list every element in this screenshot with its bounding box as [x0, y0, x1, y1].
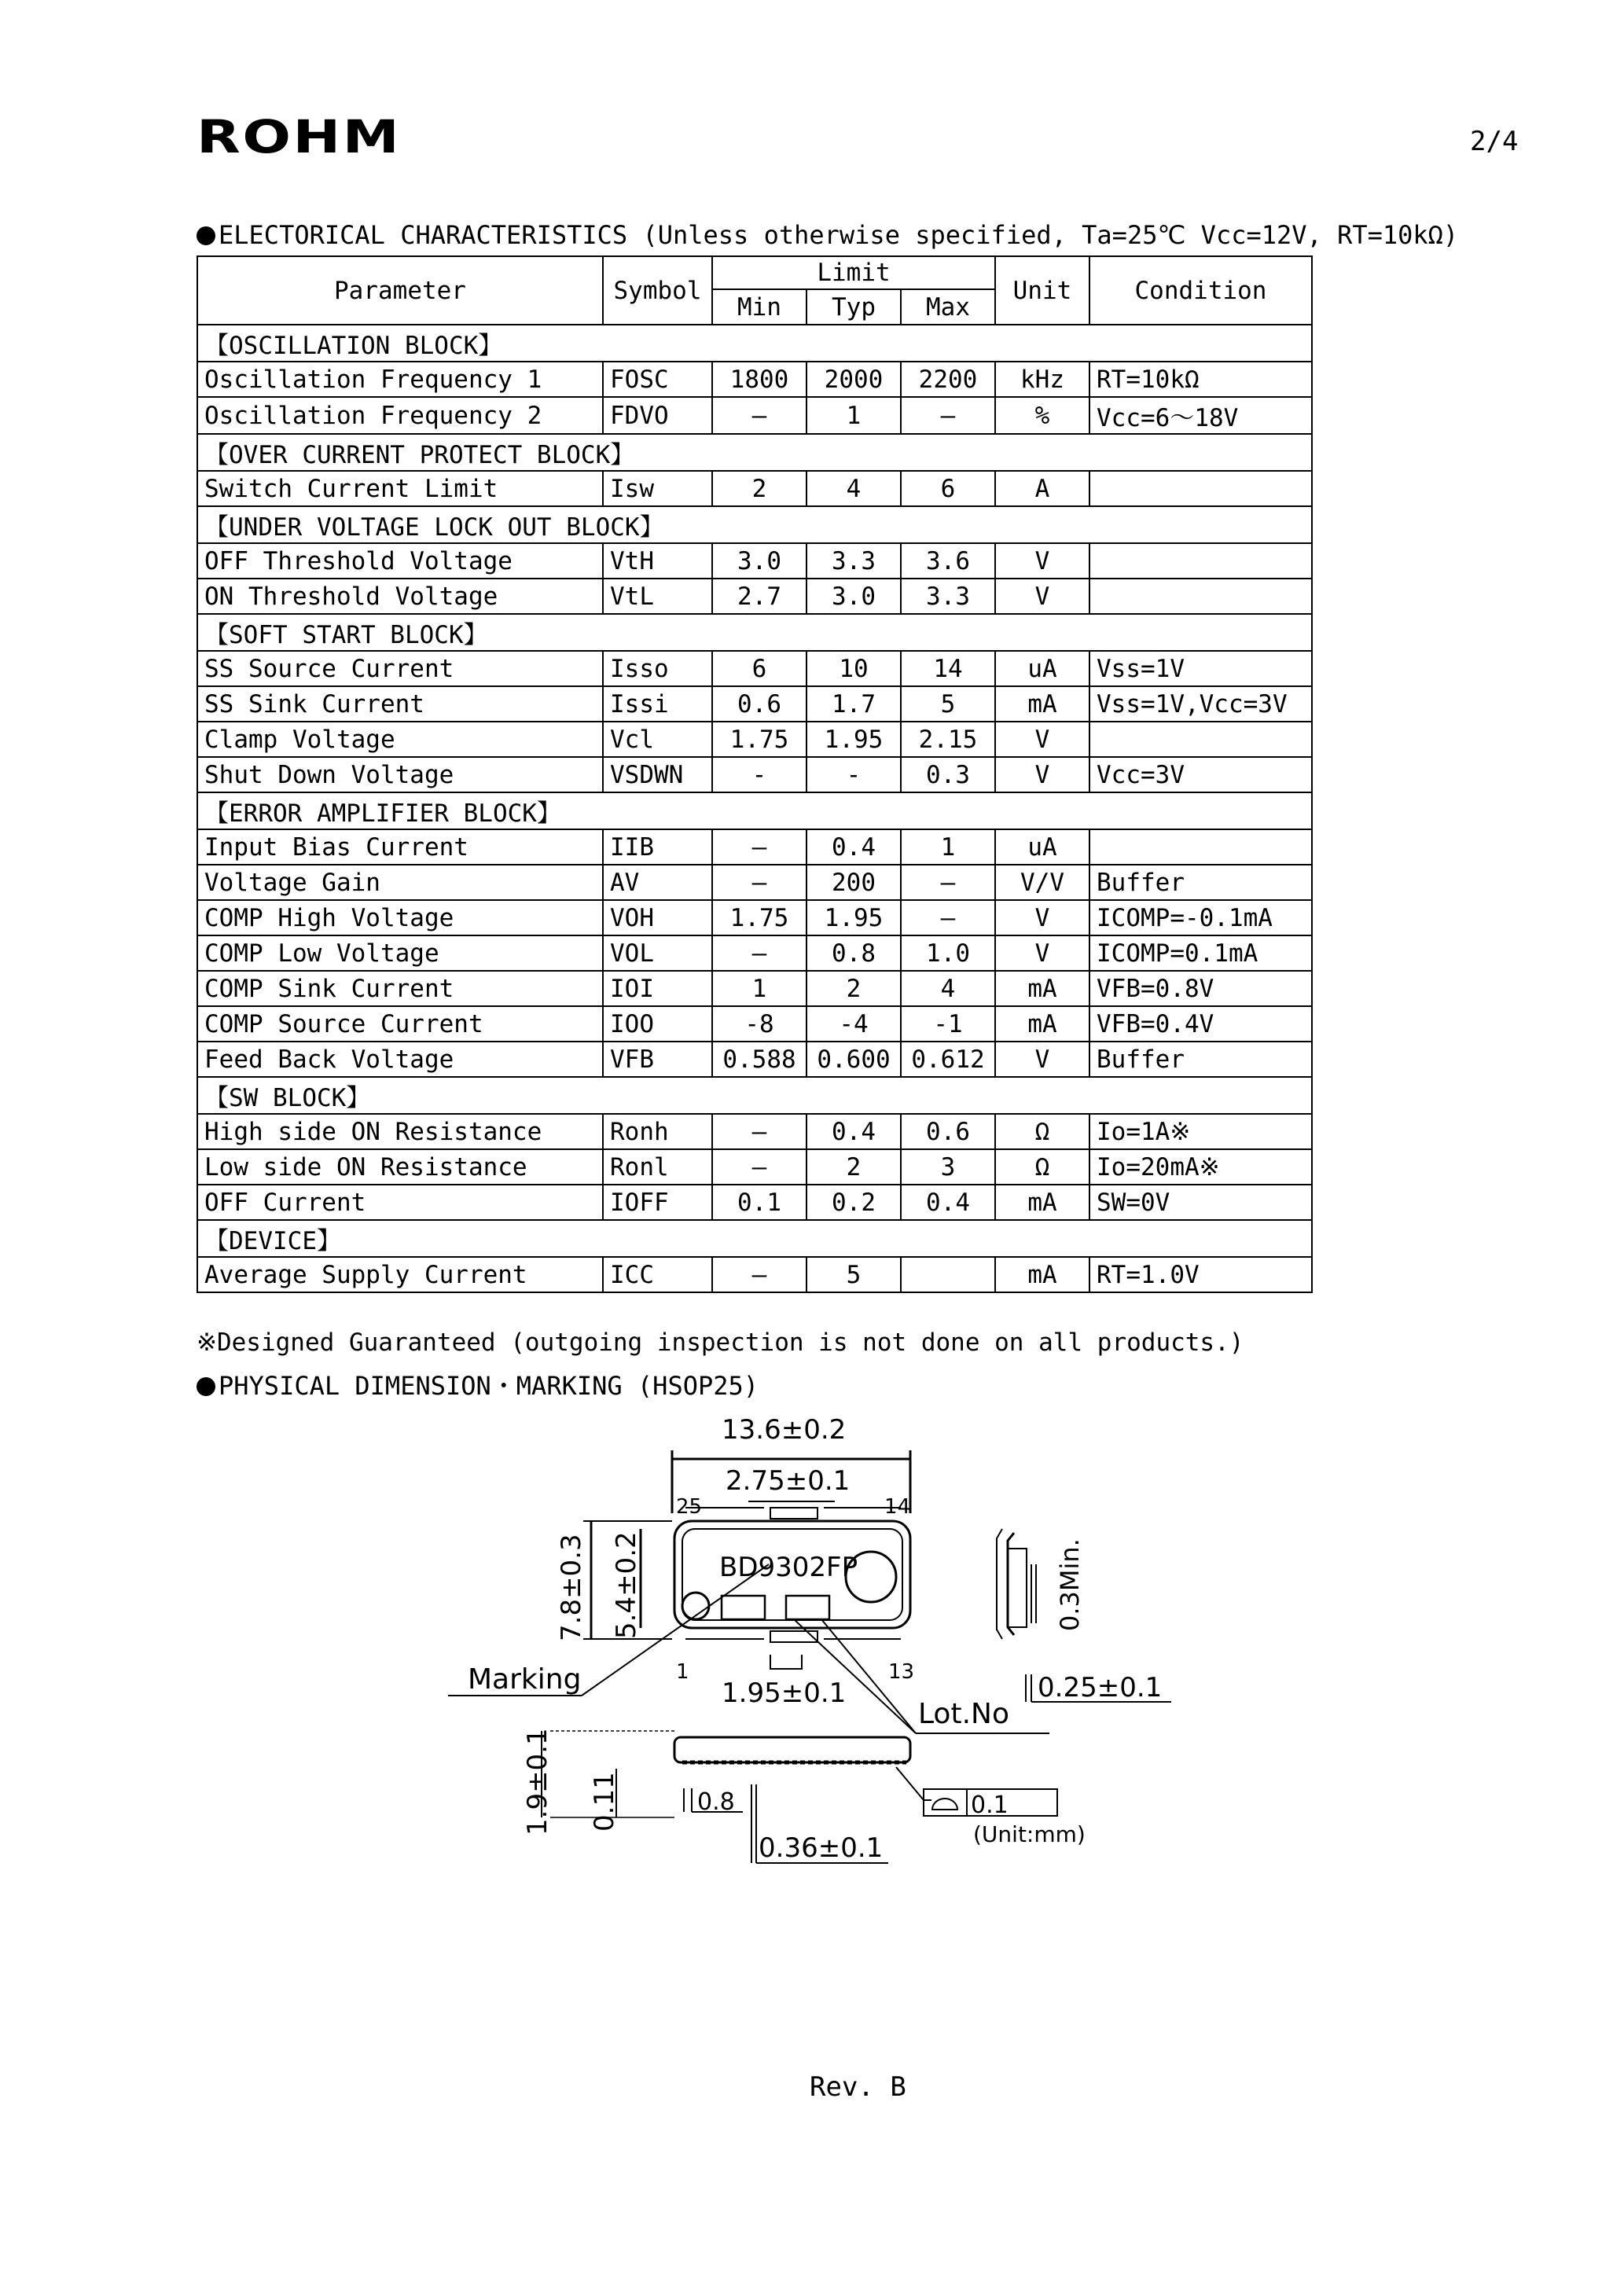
- cell-typ: 10: [806, 651, 901, 686]
- cell-unit: V: [995, 757, 1089, 792]
- block-title: 【SW BLOCK】: [197, 1077, 1312, 1114]
- cell-max: 0.612: [901, 1042, 995, 1077]
- header-max: Max: [901, 289, 995, 325]
- cell-param: OFF Current: [197, 1185, 603, 1220]
- cell-min: —: [712, 829, 806, 865]
- cell-min: 0.588: [712, 1042, 806, 1077]
- cell-cond: Io=1A※: [1089, 1114, 1312, 1149]
- header-parameter: Parameter: [197, 256, 603, 325]
- cell-cond: SW=0V: [1089, 1185, 1312, 1220]
- unit-label: (Unit:mm): [973, 1821, 1086, 1847]
- cell-cond: ICOMP=0.1mA: [1089, 935, 1312, 971]
- cell-typ: 0.600: [806, 1042, 901, 1077]
- cell-typ: 3.3: [806, 543, 901, 579]
- cell-sym: Isso: [603, 651, 712, 686]
- cell-typ: 1: [806, 397, 901, 434]
- cell-max: 3.3: [901, 579, 995, 614]
- pin-14-label: 14: [884, 1495, 911, 1519]
- cell-cond: VFB=0.4V: [1089, 1006, 1312, 1042]
- cell-sym: VtL: [603, 579, 712, 614]
- cell-param: Average Supply Current: [197, 1257, 603, 1292]
- cell-min: 1800: [712, 362, 806, 397]
- cell-typ: 0.2: [806, 1185, 901, 1220]
- cell-max: 0.6: [901, 1114, 995, 1149]
- dim-lead: 0.36±0.1: [759, 1832, 884, 1864]
- cell-cond: RT=1.0V: [1089, 1257, 1312, 1292]
- cell-typ: 2000: [806, 362, 901, 397]
- cell-cond: Vss=1V: [1089, 651, 1312, 686]
- cell-min: 1.75: [712, 900, 806, 935]
- block-title: 【ERROR AMPLIFIER BLOCK】: [197, 792, 1312, 829]
- cell-param: COMP Sink Current: [197, 971, 603, 1006]
- header-condition: Condition: [1089, 256, 1312, 325]
- dim-standoff: 0.11: [589, 1772, 620, 1832]
- cell-sym: VOL: [603, 935, 712, 971]
- cell-typ: 1.95: [806, 722, 901, 757]
- cell-cond: Vcc=6～18V: [1089, 397, 1312, 434]
- cell-min: 3.0: [712, 543, 806, 579]
- cell-max: 2200: [901, 362, 995, 397]
- cell-typ: 1.7: [806, 686, 901, 722]
- cell-sym: IOI: [603, 971, 712, 1006]
- cell-param: COMP Low Voltage: [197, 935, 603, 971]
- header-typ: Typ: [806, 289, 901, 325]
- block-title: 【DEVICE】: [197, 1220, 1312, 1257]
- cell-unit: mA: [995, 686, 1089, 722]
- cell-sym: Ronh: [603, 1114, 712, 1149]
- cell-param: ON Threshold Voltage: [197, 579, 603, 614]
- cell-unit: Ω: [995, 1114, 1089, 1149]
- header-min: Min: [712, 289, 806, 325]
- cell-cond: Vcc=3V: [1089, 757, 1312, 792]
- cell-sym: FOSC: [603, 362, 712, 397]
- cell-cond: Vss=1V,Vcc=3V: [1089, 686, 1312, 722]
- cell-min: 1: [712, 971, 806, 1006]
- block-title: 【OSCILLATION BLOCK】: [197, 325, 1312, 362]
- cell-min: —: [712, 1114, 806, 1149]
- cell-max: 1: [901, 829, 995, 865]
- cell-max: -1: [901, 1006, 995, 1042]
- cell-cond: ICOMP=-0.1mA: [1089, 900, 1312, 935]
- cell-min: —: [712, 1149, 806, 1185]
- cell-param: SS Sink Current: [197, 686, 603, 722]
- dim-flatness: 0.1: [971, 1791, 1009, 1819]
- cell-param: Input Bias Current: [197, 829, 603, 865]
- cell-max: 2.15: [901, 722, 995, 757]
- cell-param: SS Source Current: [197, 651, 603, 686]
- cell-sym: FDVO: [603, 397, 712, 434]
- header-symbol: Symbol: [603, 256, 712, 325]
- cell-max: 0.3: [901, 757, 995, 792]
- dim-width: 13.6±0.2: [722, 1414, 847, 1446]
- cell-param: COMP High Voltage: [197, 900, 603, 935]
- cell-param: OFF Threshold Voltage: [197, 543, 603, 579]
- cell-param: Clamp Voltage: [197, 722, 603, 757]
- cell-typ: 0.8: [806, 935, 901, 971]
- cell-param: Low side ON Resistance: [197, 1149, 603, 1185]
- cell-min: —: [712, 397, 806, 434]
- cell-typ: -4: [806, 1006, 901, 1042]
- cell-param: Shut Down Voltage: [197, 757, 603, 792]
- cell-typ: 4: [806, 471, 901, 506]
- cell-typ: 0.4: [806, 829, 901, 865]
- header-limit: Limit: [712, 256, 995, 289]
- cell-unit: uA: [995, 651, 1089, 686]
- cell-param: Oscillation Frequency 1: [197, 362, 603, 397]
- cell-max: 1.0: [901, 935, 995, 971]
- cell-typ: 200: [806, 865, 901, 900]
- cell-unit: V: [995, 935, 1089, 971]
- pin-13-label: 13: [888, 1660, 915, 1684]
- cell-max: —: [901, 900, 995, 935]
- cell-typ: 3.0: [806, 579, 901, 614]
- cell-cond: Buffer: [1089, 865, 1312, 900]
- lot-label: Lot.No: [918, 1698, 1009, 1730]
- cell-typ: 2: [806, 1149, 901, 1185]
- block-title: 【UNDER VOLTAGE LOCK OUT BLOCK】: [197, 506, 1312, 543]
- electrical-characteristics-title: ELECTORICAL CHARACTERISTICS (Unless otherwise specified, Ta=25℃ Vcc=12V, RT=10kΩ): [197, 220, 1458, 250]
- dim-pitch2: 1.95±0.1: [722, 1677, 847, 1709]
- cell-max: —: [901, 865, 995, 900]
- cell-sym: AV: [603, 865, 712, 900]
- cell-sym: VOH: [603, 900, 712, 935]
- header-unit: Unit: [995, 256, 1089, 325]
- physical-dimension-title: PHYSICAL DIMENSION・MARKING (HSOP25): [197, 1366, 759, 1402]
- cell-sym: VSDWN: [603, 757, 712, 792]
- pin-1-label: 1: [676, 1660, 689, 1684]
- cell-max: 5: [901, 686, 995, 722]
- cell-unit: V: [995, 900, 1089, 935]
- cell-cond: Buffer: [1089, 1042, 1312, 1077]
- dim-side-min: 0.3Min.: [1055, 1538, 1085, 1631]
- cell-param: COMP Source Current: [197, 1006, 603, 1042]
- dim-tab: 2.75±0.1: [726, 1465, 851, 1497]
- cell-sym: VFB: [603, 1042, 712, 1077]
- cell-sym: ICC: [603, 1257, 712, 1292]
- cell-param: High side ON Resistance: [197, 1114, 603, 1149]
- page-number: 2/4: [1470, 126, 1519, 157]
- cell-min: 2.7: [712, 579, 806, 614]
- marking-label: Marking: [468, 1663, 582, 1696]
- cell-sym: VtH: [603, 543, 712, 579]
- pin-25-label: 25: [676, 1495, 703, 1519]
- cell-max: 4: [901, 971, 995, 1006]
- cell-param: Oscillation Frequency 2: [197, 397, 603, 434]
- cell-min: —: [712, 865, 806, 900]
- cell-min: 1.75: [712, 722, 806, 757]
- cell-min: -: [712, 757, 806, 792]
- block-title: 【OVER CURRENT PROTECT BLOCK】: [197, 434, 1312, 471]
- cell-unit: V: [995, 579, 1089, 614]
- cell-min: 2: [712, 471, 806, 506]
- cell-max: 0.4: [901, 1185, 995, 1220]
- cell-unit: mA: [995, 1006, 1089, 1042]
- cell-unit: mA: [995, 1185, 1089, 1220]
- dim-height-2: 5.4±0.2: [611, 1531, 642, 1639]
- block-title: 【SOFT START BLOCK】: [197, 614, 1312, 651]
- cell-min: 6: [712, 651, 806, 686]
- cell-sym: IOO: [603, 1006, 712, 1042]
- cell-max: 14: [901, 651, 995, 686]
- cell-cond: Io=20mA※: [1089, 1149, 1312, 1185]
- cell-sym: IIB: [603, 829, 712, 865]
- cell-cond: RT=10kΩ: [1089, 362, 1312, 397]
- dim-pitch: 0.8: [697, 1788, 735, 1816]
- cell-unit: %: [995, 397, 1089, 434]
- cell-unit: V/V: [995, 865, 1089, 900]
- cell-unit: A: [995, 471, 1089, 506]
- cell-typ: 2: [806, 971, 901, 1006]
- cell-sym: Isw: [603, 471, 712, 506]
- cell-unit: Ω: [995, 1149, 1089, 1185]
- cell-unit: V: [995, 722, 1089, 757]
- cell-unit: mA: [995, 1257, 1089, 1292]
- cell-typ: 0.4: [806, 1114, 901, 1149]
- cell-sym: Ronl: [603, 1149, 712, 1185]
- cell-unit: V: [995, 543, 1089, 579]
- dim-package-height: 1.9±0.1: [522, 1728, 553, 1836]
- cell-unit: uA: [995, 829, 1089, 865]
- cell-param: Switch Current Limit: [197, 471, 603, 506]
- revision-label: Rev. B: [810, 2071, 906, 2103]
- cell-typ: 5: [806, 1257, 901, 1292]
- cell-min: —: [712, 1257, 806, 1292]
- cell-min: —: [712, 935, 806, 971]
- cell-typ: -: [806, 757, 901, 792]
- part-number: BD9302FP: [719, 1552, 858, 1583]
- cell-param: Voltage Gain: [197, 865, 603, 900]
- cell-unit: mA: [995, 971, 1089, 1006]
- dim-side-thickness: 0.25±0.1: [1038, 1672, 1163, 1703]
- dim-height-1: 7.8±0.3: [556, 1534, 587, 1641]
- cell-typ: 1.95: [806, 900, 901, 935]
- cell-unit: V: [995, 1042, 1089, 1077]
- cell-max: —: [901, 397, 995, 434]
- cell-max: 3.6: [901, 543, 995, 579]
- rohm-logo: ROHM: [197, 110, 402, 164]
- cell-cond: VFB=0.8V: [1089, 971, 1312, 1006]
- cell-max: 6: [901, 471, 995, 506]
- cell-sym: Issi: [603, 686, 712, 722]
- cell-min: 0.6: [712, 686, 806, 722]
- cell-min: 0.1: [712, 1185, 806, 1220]
- cell-max: 3: [901, 1149, 995, 1185]
- cell-min: -8: [712, 1006, 806, 1042]
- cell-sym: Vcl: [603, 722, 712, 757]
- design-note: ※Designed Guaranteed (outgoing inspection is not done on all products.): [197, 1328, 1244, 1357]
- cell-sym: IOFF: [603, 1185, 712, 1220]
- cell-param: Feed Back Voltage: [197, 1042, 603, 1077]
- cell-unit: kHz: [995, 362, 1089, 397]
